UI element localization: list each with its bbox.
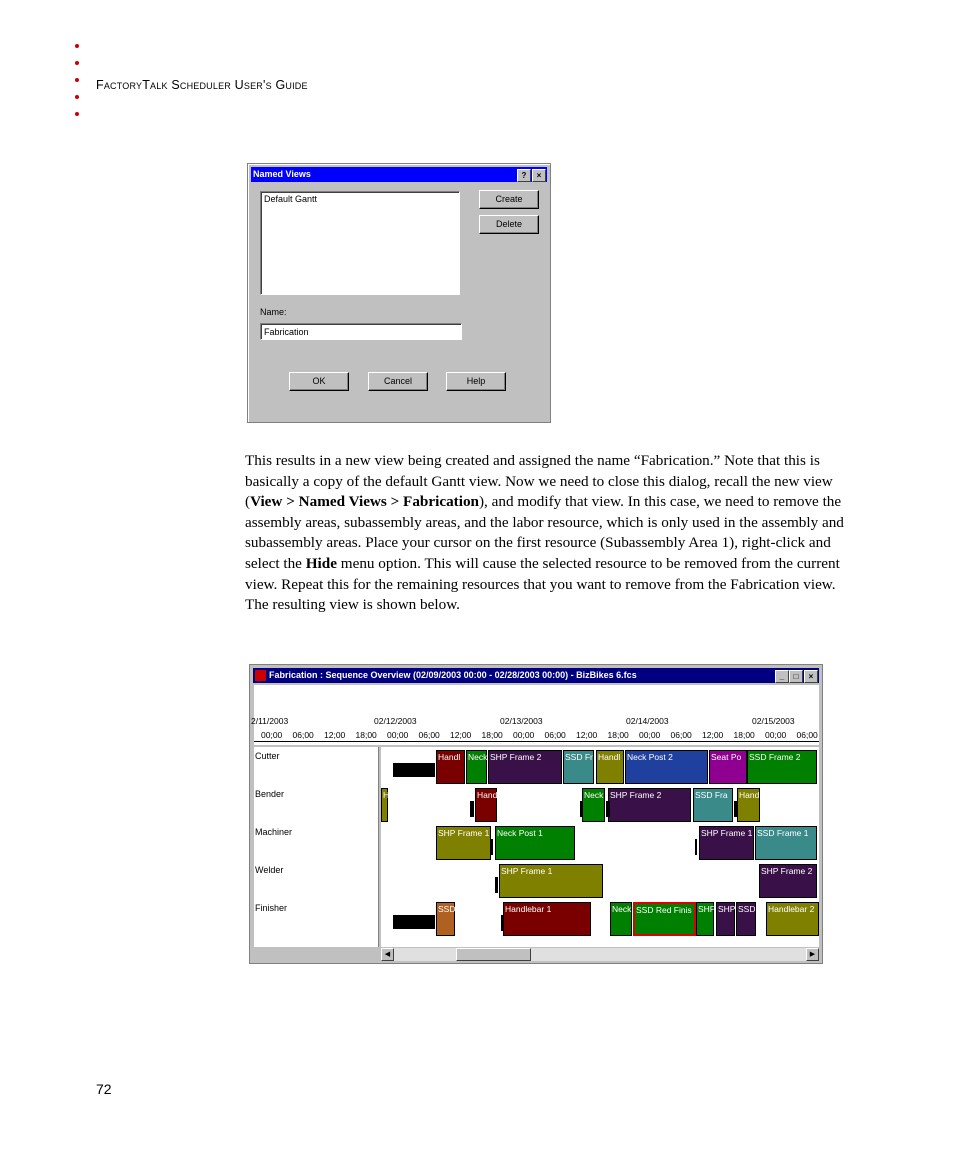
gantt-bar[interactable]: Neck Post 2 bbox=[625, 750, 708, 784]
timeline-hour: 00;00 bbox=[639, 730, 661, 740]
body-paragraph bbox=[245, 451, 857, 616]
bullet-icon bbox=[75, 61, 79, 65]
maximize-button[interactable]: □ bbox=[789, 670, 803, 683]
resource-row-label[interactable]: Cutter bbox=[255, 751, 280, 761]
gantt-bar[interactable]: Ha bbox=[381, 788, 388, 822]
gantt-window bbox=[249, 664, 823, 964]
gantt-bar[interactable]: SSD Frame 2 bbox=[747, 750, 817, 784]
setup-marker bbox=[393, 915, 435, 929]
gantt-bar[interactable]: SHP Frame 1 bbox=[436, 826, 491, 860]
timeline-date: 2/11/2003 bbox=[251, 716, 289, 726]
running-header: FactoryTalk Scheduler User's Guide bbox=[96, 78, 308, 92]
gantt-bar[interactable]: SHP Frame 2 bbox=[488, 750, 562, 784]
timeline-hour: 00;00 bbox=[513, 730, 535, 740]
horizontal-scrollbar[interactable] bbox=[381, 948, 819, 961]
setup-marker bbox=[734, 801, 738, 817]
name-field[interactable]: Fabrication bbox=[260, 323, 462, 340]
resource-row-label[interactable]: Bender bbox=[255, 789, 285, 799]
gantt-bar[interactable]: SSD bbox=[436, 902, 455, 936]
menu-path: View > Named Views > Fabrication bbox=[250, 493, 479, 511]
setup-marker bbox=[501, 915, 503, 931]
timeline-header bbox=[251, 685, 819, 745]
setup-marker bbox=[393, 763, 435, 777]
resource-row-label[interactable]: Finisher bbox=[255, 903, 288, 913]
timeline-hour: 06;00 bbox=[418, 730, 440, 740]
setup-marker bbox=[695, 839, 697, 855]
close-title-button[interactable]: × bbox=[532, 169, 546, 182]
help-title-button[interactable]: ? bbox=[517, 169, 531, 182]
gantt-bar[interactable]: Neck bbox=[610, 902, 632, 936]
paragraph-text: ), and modify that view. In this case, we need to remove the assembly areas, subassembly areas, and the labor resource, which is only used in the assembly and subassembly areas. Place your cursor on the first resource (Subassembly Area 1), right-click and select the bbox=[245, 493, 844, 572]
timeline-hour: 00;00 bbox=[261, 730, 283, 740]
app-icon bbox=[255, 670, 266, 681]
timeline-hour: 12;00 bbox=[450, 730, 472, 740]
paragraph-text: menu option. This will cause the selected resource to be removed from the current view. Repeat this for the remaining resources that you want to remove from the Fabrication view. The resulting view is shown below. bbox=[245, 554, 840, 614]
gantt-bar[interactable]: SSD bbox=[736, 902, 756, 936]
scroll-left-button[interactable]: ◀ bbox=[381, 948, 394, 961]
named-views-dialog bbox=[247, 163, 551, 423]
timeline-hour: 06;00 bbox=[796, 730, 818, 740]
timeline-hour: 06;00 bbox=[292, 730, 314, 740]
margin-bullets bbox=[75, 44, 85, 129]
bullet-icon bbox=[75, 95, 79, 99]
timeline-hour: 00;00 bbox=[387, 730, 409, 740]
gantt-bar[interactable]: SHP Frame 2 bbox=[759, 864, 817, 898]
setup-marker bbox=[580, 801, 582, 817]
gantt-bar[interactable]: SHP bbox=[716, 902, 735, 936]
resource-list bbox=[254, 747, 379, 947]
gantt-bar[interactable]: Handlebar 2 bbox=[766, 902, 819, 936]
help-button[interactable]: Help bbox=[446, 372, 506, 391]
timeline-date: 02/13/2003 bbox=[500, 716, 543, 726]
paragraph-text: This results in a new view being created and assigned the name “Fabrication.” Note that this is basically a copy of the default Gantt view. Now we need to close this dialog, recall the new view ( bbox=[245, 452, 833, 511]
gantt-bar[interactable]: Neck Post 1 bbox=[495, 826, 575, 860]
hide-option: Hide bbox=[305, 554, 337, 572]
delete-button[interactable]: Delete bbox=[479, 215, 539, 234]
bullet-icon bbox=[75, 44, 79, 48]
timeline-axis bbox=[254, 741, 819, 742]
gantt-bar[interactable]: SSD Fr bbox=[563, 750, 594, 784]
gantt-chart-area[interactable] bbox=[381, 747, 819, 947]
ok-button[interactable]: OK bbox=[289, 372, 349, 391]
timeline-hour: 00;00 bbox=[765, 730, 787, 740]
scroll-thumb[interactable] bbox=[456, 948, 531, 961]
bullet-icon bbox=[75, 112, 79, 116]
gantt-title: Fabrication : Sequence Overview (02/09/2003 00:00 - 02/28/2003 00:00) - BizBikes 6.fcs bbox=[269, 670, 637, 680]
gantt-bar[interactable]: Handlebar 1 bbox=[503, 902, 591, 936]
timeline-hour: 12;00 bbox=[576, 730, 598, 740]
timeline-hour: 18;00 bbox=[607, 730, 629, 740]
bullet-icon bbox=[75, 78, 79, 82]
scroll-right-button[interactable]: ▶ bbox=[806, 948, 819, 961]
gantt-titlebar bbox=[253, 668, 819, 683]
close-button[interactable]: × bbox=[804, 670, 818, 683]
cancel-button[interactable]: Cancel bbox=[368, 372, 428, 391]
setup-marker bbox=[495, 877, 498, 893]
create-button[interactable]: Create bbox=[479, 190, 539, 209]
resource-row-label[interactable]: Machiner bbox=[255, 827, 293, 837]
timeline-date: 02/15/2003 bbox=[752, 716, 795, 726]
timeline-hour: 06;00 bbox=[670, 730, 692, 740]
gantt-bar[interactable]: SSD Frame 1 bbox=[755, 826, 817, 860]
gantt-bar[interactable]: Handl bbox=[596, 750, 624, 784]
setup-marker bbox=[470, 801, 474, 817]
timeline-hour: 18;00 bbox=[733, 730, 755, 740]
timeline-hour: 18;00 bbox=[481, 730, 503, 740]
gantt-bar[interactable]: SHP bbox=[696, 902, 714, 936]
gantt-bar[interactable]: SHP Frame 1 bbox=[499, 864, 603, 898]
gantt-bar[interactable]: Neck bbox=[466, 750, 487, 784]
timeline-hour: 12;00 bbox=[324, 730, 346, 740]
name-label: Name: bbox=[260, 307, 287, 317]
dialog-title: Named Views bbox=[253, 169, 311, 179]
list-item[interactable]: Default Gantt bbox=[264, 194, 318, 204]
page-number: 72 bbox=[96, 1081, 112, 1097]
gantt-bar[interactable]: Handl bbox=[436, 750, 465, 784]
timeline-hour: 12;00 bbox=[702, 730, 724, 740]
minimize-button[interactable]: _ bbox=[775, 670, 789, 683]
setup-marker bbox=[490, 839, 493, 855]
timeline-date: 02/14/2003 bbox=[626, 716, 669, 726]
gantt-bar[interactable]: Hand bbox=[475, 788, 497, 822]
gantt-bar[interactable]: SHP Frame 1 bbox=[699, 826, 754, 860]
named-views-list[interactable] bbox=[260, 191, 460, 295]
dialog-titlebar bbox=[251, 167, 547, 182]
gantt-bar[interactable]: Hand bbox=[737, 788, 760, 822]
setup-marker bbox=[606, 801, 610, 817]
gantt-bar[interactable]: Seat Po bbox=[709, 750, 747, 784]
gantt-bar[interactable]: SSD Red Finis bbox=[633, 902, 696, 936]
gantt-bar[interactable]: SHP Frame 2 bbox=[608, 788, 691, 822]
resource-row-label[interactable]: Welder bbox=[255, 865, 284, 875]
timeline-hour: 18;00 bbox=[355, 730, 377, 740]
gantt-bar[interactable]: Neck bbox=[582, 788, 605, 822]
timeline-hour: 06;00 bbox=[544, 730, 566, 740]
timeline-date: 02/12/2003 bbox=[374, 716, 417, 726]
gantt-bar[interactable]: SSD Fra bbox=[693, 788, 733, 822]
